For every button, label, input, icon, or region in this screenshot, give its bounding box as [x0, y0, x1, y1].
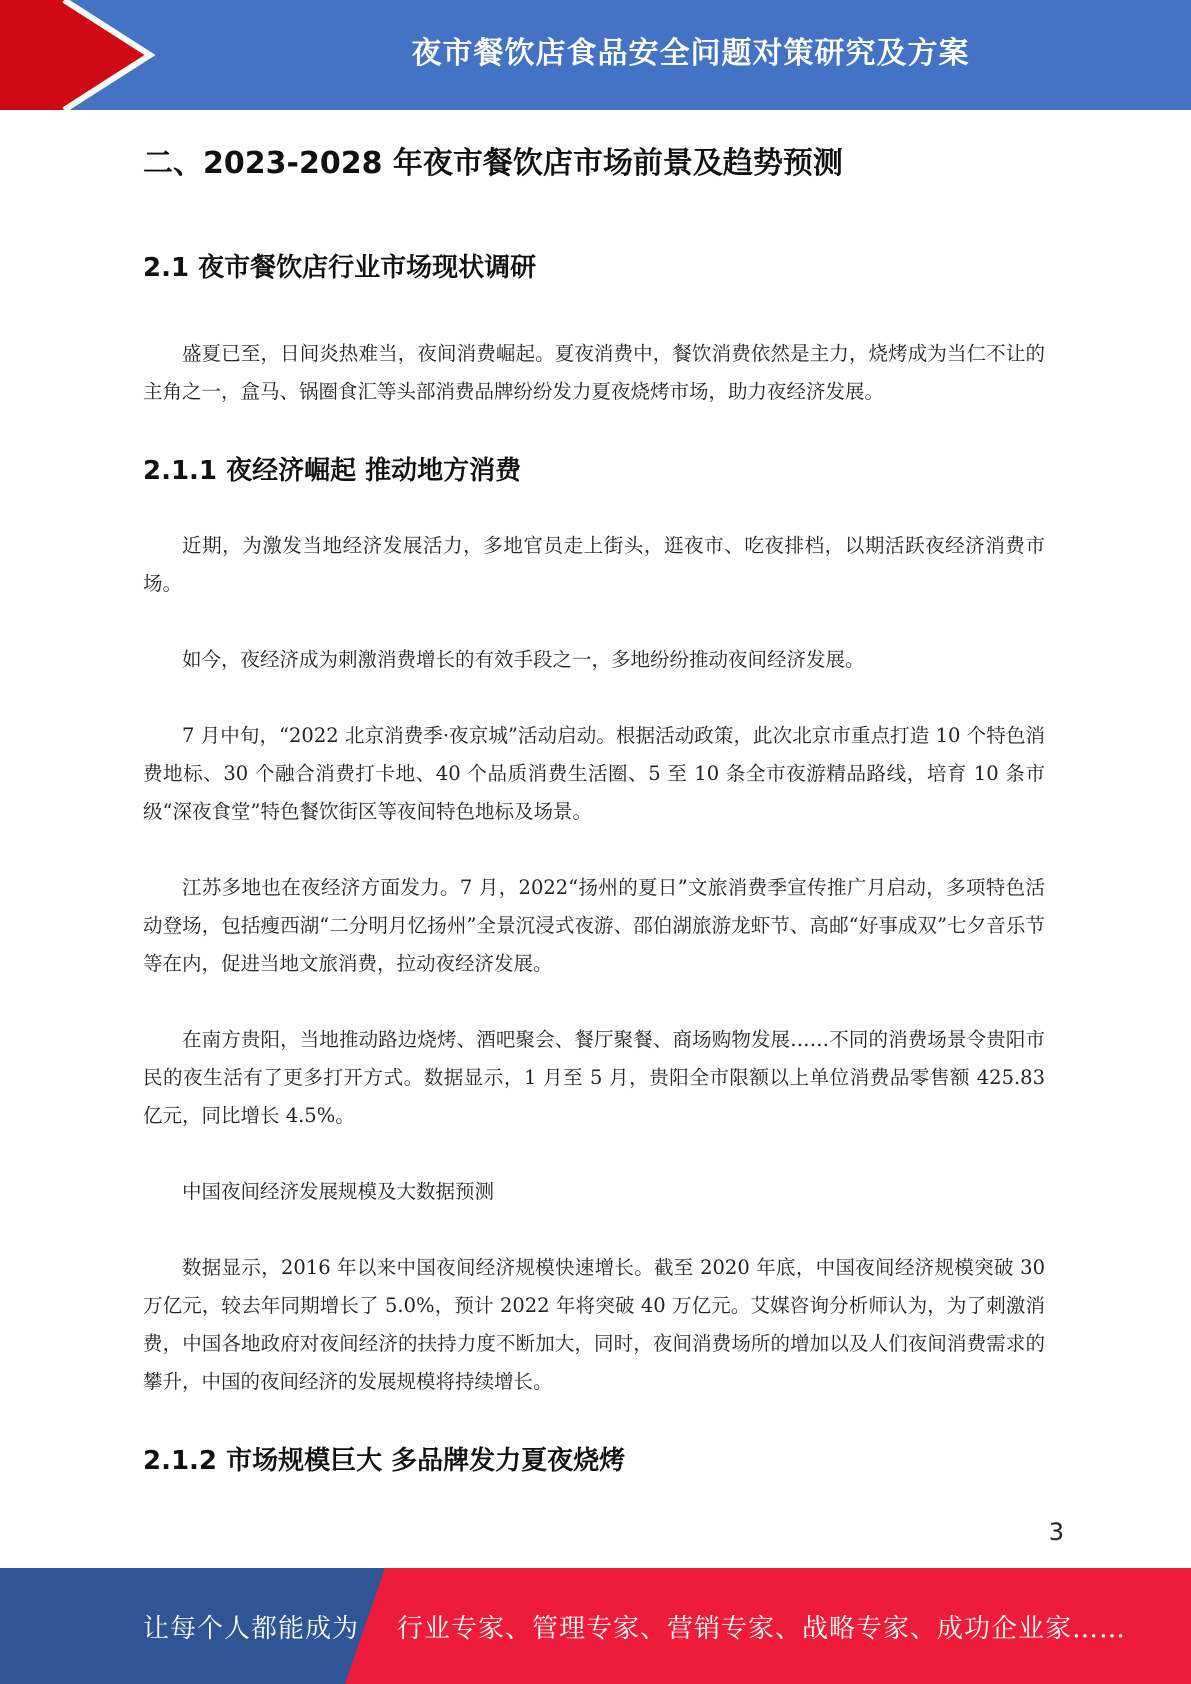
paragraph-guiyang-consumption: 在南方贵阳，当地推动路边烧烤、酒吧聚会、餐厅聚餐、商场购物发展……不同的消费场景令贵阳市民的夜生活有了更多打开方式。数据显示，1 月至 5 月，贵阳全市限额以上单位消费品零售额 425.83 亿元，同比增长 4.5%。	[143, 1028, 1045, 1127]
paragraph-summer-consumption: 盛夏已至，日间炎热难当，夜间消费崛起。夏夜消费中，餐饮消费依然是主力，烧烤成为当仁不让的主角之一，盒马、锅圈食汇等头部消费品牌纷纷发力夏夜烧烤市场，助力夜经济发展。	[143, 342, 1045, 403]
paragraph-officials-night-market: 近期，为激发当地经济发展活力，多地官员走上街头，逛夜市、吃夜排档，以期活跃夜经济消费市场。	[143, 534, 1045, 595]
footer-slogan-right: 行业专家、管理专家、营销专家、战略专家、成功企业家……	[397, 1613, 1127, 1644]
page-footer-band	[0, 1568, 1191, 1684]
paragraph-jiangsu-event: 江苏多地也在夜经济方面发力。7 月，2022“扬州的夏日”文旅消费季宣传推广月启动，多项特色活动登场，包括瘦西湖“二分明月忆扬州”全景沉浸式夜游、邵伯湖旅游龙虾节、高邮“好事成双”七夕音乐节等在内，促进当地文旅消费，拉动夜经济发展。	[143, 876, 1045, 975]
document-title: 夜市餐饮店食品安全问题对策研究及方案	[411, 36, 970, 71]
red-arrow-icon	[0, 0, 160, 110]
section-heading: 二、2023-2028 年夜市餐饮店市场前景及趋势预测	[143, 146, 843, 181]
subsection-heading-2-1-1: 2.1.1 夜经济崛起 推动地方消费	[143, 456, 522, 486]
paragraph-night-economy-means: 如今，夜经济成为刺激消费增长的有效手段之一，多地纷纷推动夜间经济发展。	[182, 648, 865, 671]
page-header-band	[0, 0, 1191, 110]
footer-slogan-left: 让每个人都能成为	[143, 1613, 360, 1644]
paragraph-beijing-event: 7 月中旬，“2022 北京消费季·夜京城”活动启动。根据活动政策，此次北京市重点打造 10 个特色消费地标、30 个融合消费打卡地、40 个品质消费生活圈、5 至 10 条全市夜游精品路线，培育 10 条市级“深夜食堂”特色餐饮街区等夜间特色地标及场景。	[143, 724, 1045, 823]
subsection-heading-2-1-2: 2.1.2 市场规模巨大 多品牌发力夏夜烧烤	[143, 1446, 626, 1476]
subsection-heading-2-1: 2.1 夜市餐饮店行业市场现状调研	[143, 253, 537, 283]
paragraph-night-economy-data: 数据显示，2016 年以来中国夜间经济规模快速增长。截至 2020 年底，中国夜间经济规模突破 30 万亿元，较去年同期增长了 5.0%，预计 2022 年将突破 40 万亿元。艾媒咨询分析师认为，为了刺激消费，中国各地政府对夜间经济的扶持力度不断加大，同时，夜间消费场所的增加以及人们夜间消费需求的攀升，中国的夜间经济的发展规模将持续增长。	[143, 1256, 1045, 1393]
page-number: 3	[1048, 1518, 1064, 1546]
paragraph-scale-forecast-caption: 中国夜间经济发展规模及大数据预测	[182, 1180, 495, 1203]
